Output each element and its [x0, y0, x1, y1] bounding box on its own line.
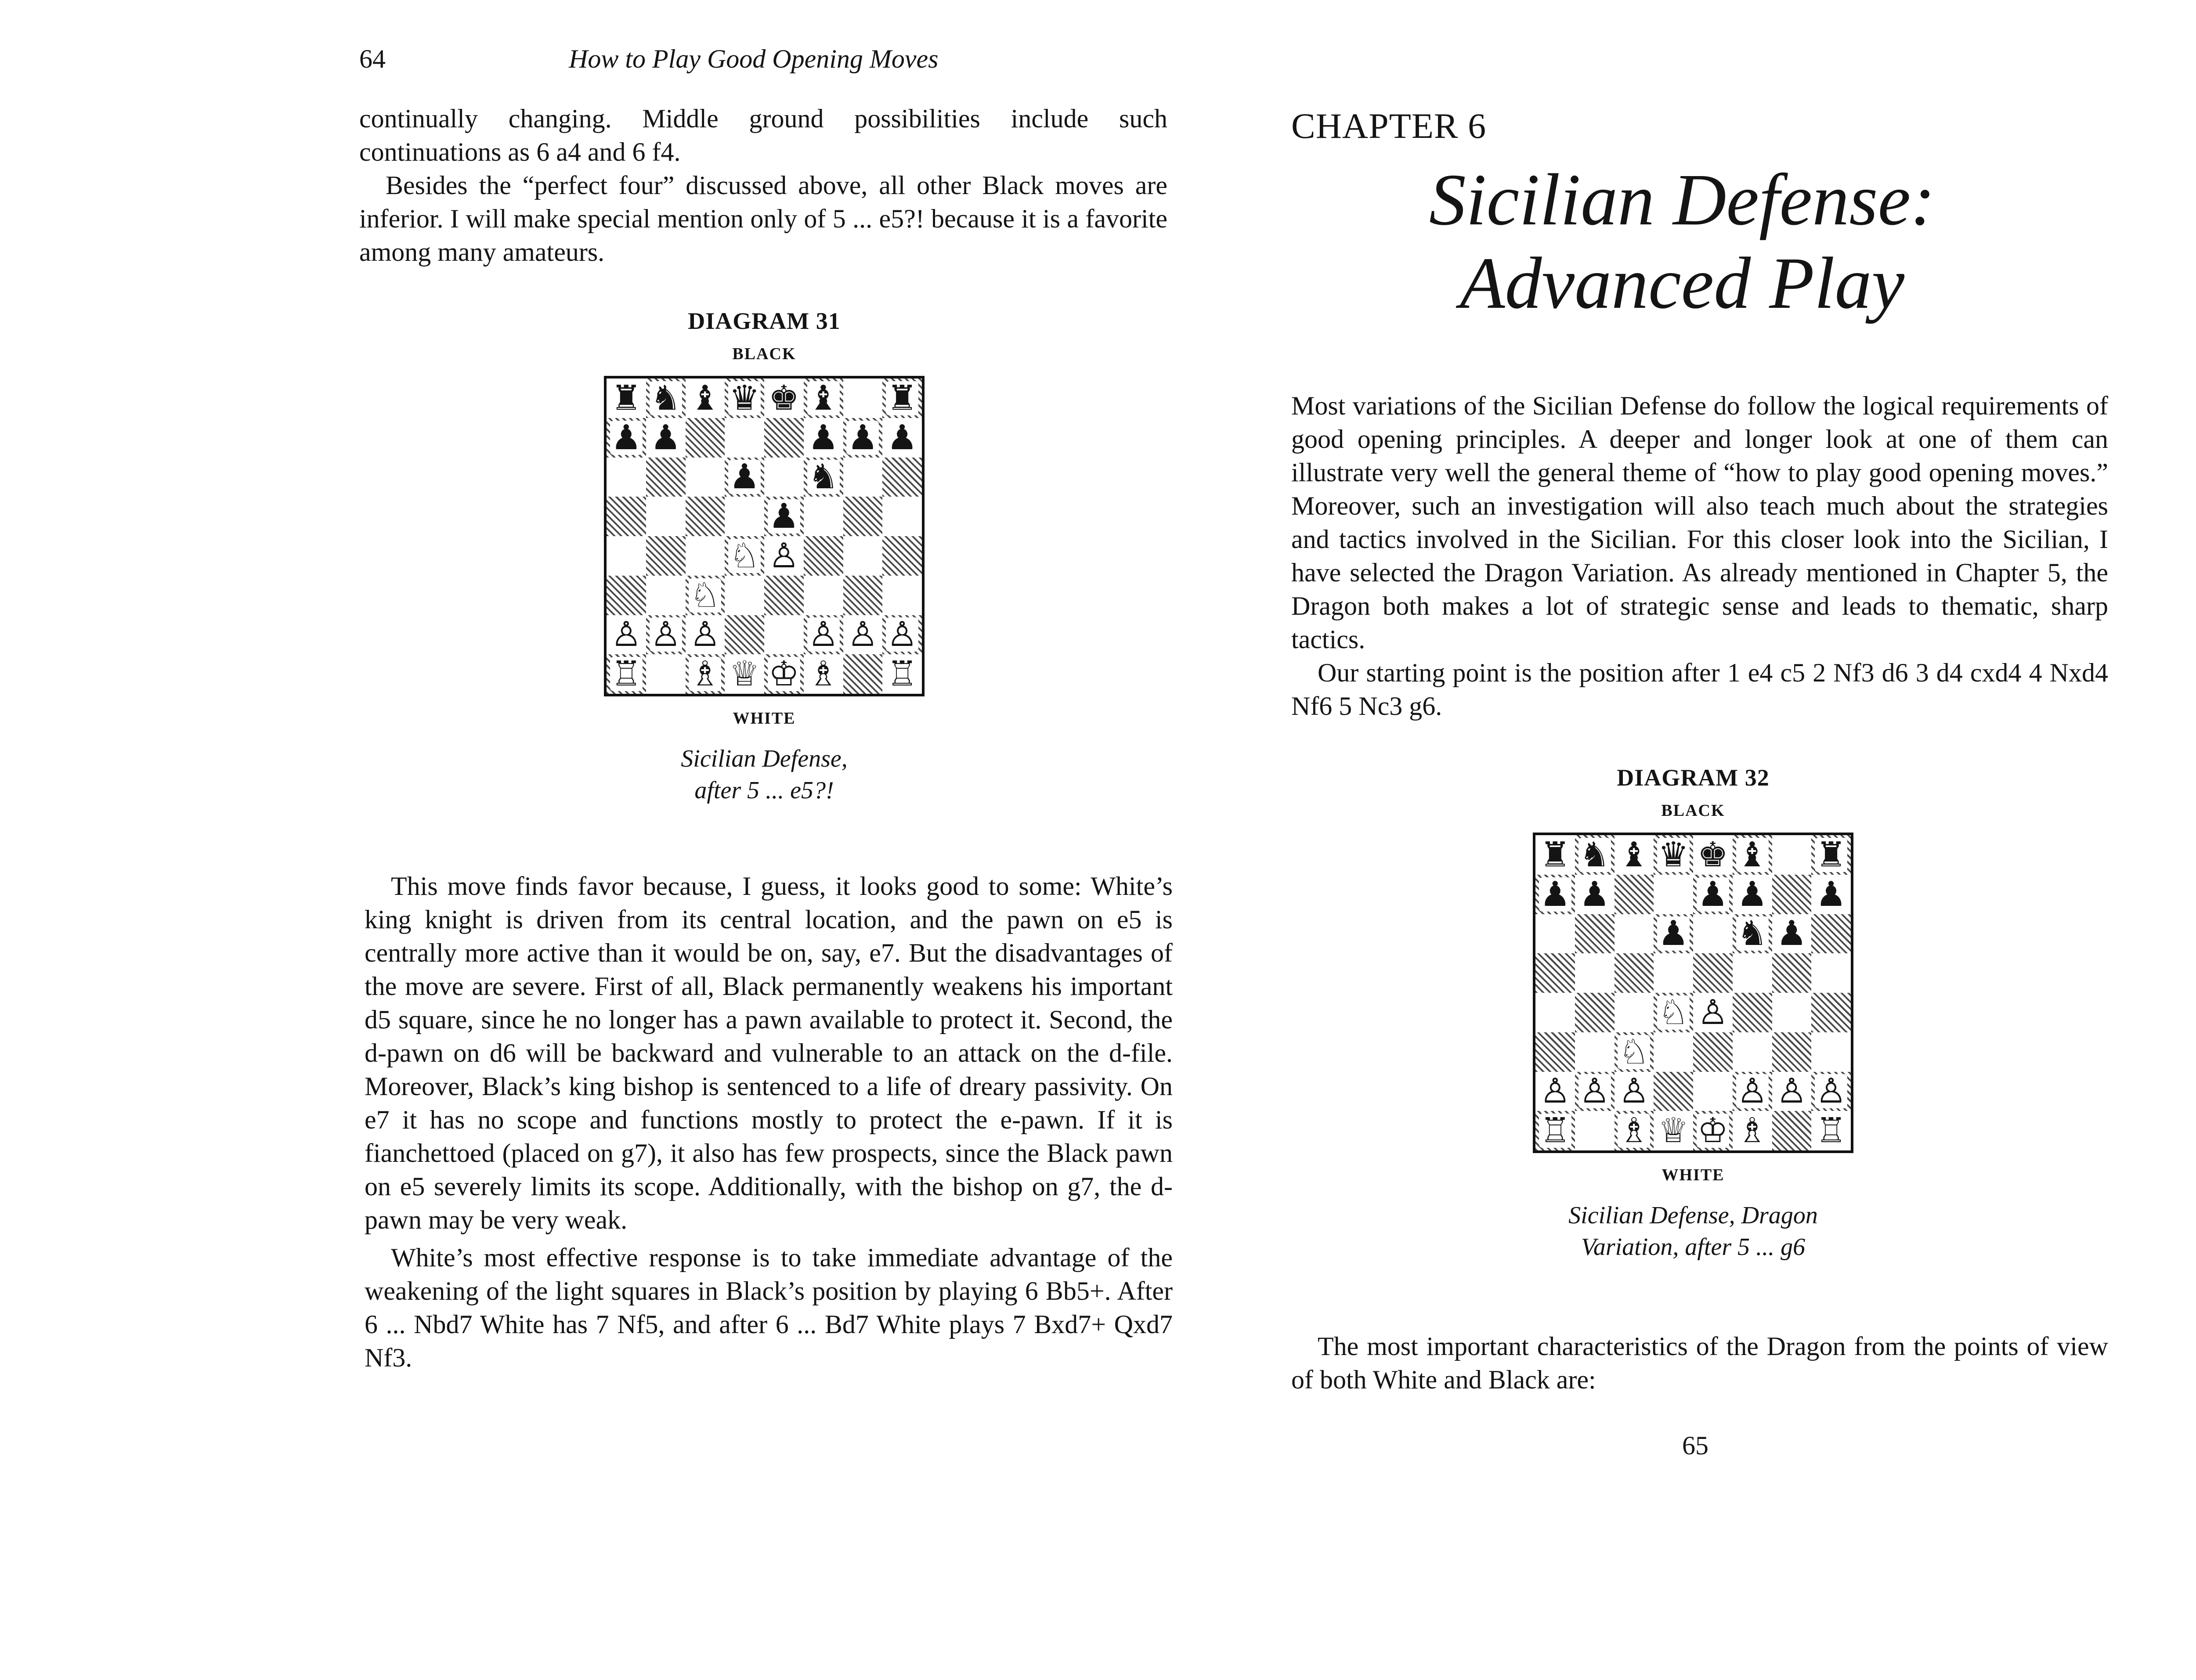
square-b7: [646, 418, 686, 458]
intro-text: [359, 102, 1167, 269]
square-c5: [686, 497, 725, 536]
square-f5: [804, 497, 843, 536]
square-b8: [1575, 835, 1614, 875]
square-b7: [1575, 875, 1614, 914]
chess-piece: ♜: [1539, 835, 1571, 875]
chess-piece: ♖: [1816, 1111, 1847, 1151]
body-text: [365, 869, 1173, 1374]
square-a8: [1535, 835, 1575, 875]
chess-piece: ♔: [1697, 1111, 1728, 1151]
chess-piece: ♖: [1539, 1111, 1571, 1151]
square-c2: [1614, 1072, 1654, 1111]
chess-piece: ♗: [1737, 1111, 1768, 1151]
square-h2: [1811, 1072, 1851, 1111]
square-g1: [1772, 1111, 1812, 1150]
square-g5: [843, 497, 883, 536]
square-h1: [1811, 1111, 1851, 1150]
square-f4: [1733, 993, 1772, 1032]
chess-piece: ♜: [1816, 835, 1847, 875]
diagram-title: DIAGRAM 31: [688, 308, 841, 334]
chess-piece: ♞: [650, 378, 681, 418]
chess-piece: ♞: [1737, 914, 1768, 954]
square-f5: [1733, 953, 1772, 993]
chess-piece: ♞: [808, 457, 839, 497]
square-c8: [686, 379, 725, 418]
square-c7: [1614, 875, 1654, 914]
square-c2: [686, 615, 725, 655]
square-d3: [725, 576, 764, 615]
chess-piece: ♟: [768, 497, 799, 537]
square-d6: [1654, 914, 1693, 954]
square-b3: [646, 576, 686, 615]
square-g8: [1772, 835, 1812, 875]
page-number: 64: [359, 44, 386, 73]
chess-piece: ♟: [1697, 874, 1728, 914]
square-d7: [1654, 875, 1693, 914]
square-f3: [1733, 1032, 1772, 1072]
square-f8: [1733, 835, 1772, 875]
chapter-title-line: Sicilian Defense:: [1429, 159, 1936, 241]
square-b5: [646, 497, 686, 536]
chess-piece: ♗: [808, 654, 839, 694]
square-f7: [1733, 875, 1772, 914]
chess-piece: ♗: [690, 654, 721, 694]
diagram-caption: [604, 743, 925, 806]
caption-line: Variation, after 5 ... g6: [1581, 1233, 1806, 1261]
square-g7: [843, 418, 883, 458]
chess-piece: ♟: [1579, 874, 1610, 914]
intro-text: [1291, 389, 2108, 723]
square-e6: [764, 458, 804, 497]
chess-piece: ♙: [1579, 1071, 1610, 1111]
closing-text: [1291, 1330, 2108, 1396]
square-d5: [1654, 953, 1693, 993]
chess-piece: ♙: [1618, 1071, 1650, 1111]
chess-piece: ♙: [847, 615, 878, 655]
square-f8: [804, 379, 843, 418]
chapter-title-line: Advanced Play: [1459, 242, 1905, 324]
square-f6: [1733, 914, 1772, 954]
square-d8: [1654, 835, 1693, 875]
square-a2: [1535, 1072, 1575, 1111]
square-d7: [725, 418, 764, 458]
square-e3: [1693, 1032, 1733, 1072]
square-b1: [1575, 1111, 1614, 1150]
chess-piece: ♙: [610, 615, 642, 655]
square-e3: [764, 576, 804, 615]
square-d6: [725, 458, 764, 497]
square-b8: [646, 379, 686, 418]
square-a4: [607, 536, 646, 576]
chess-piece: ♚: [1697, 835, 1728, 875]
chess-piece: ♟: [1737, 874, 1768, 914]
square-a5: [607, 497, 646, 536]
black-side-label: BLACK: [1661, 801, 1725, 820]
square-h5: [882, 497, 922, 536]
square-a7: [607, 418, 646, 458]
square-a6: [1535, 914, 1575, 954]
square-f1: [1733, 1111, 1772, 1150]
white-side-label: WHITE: [1661, 1166, 1725, 1184]
square-e4: [1693, 993, 1733, 1032]
square-e2: [1693, 1072, 1733, 1111]
square-b2: [1575, 1072, 1614, 1111]
square-h8: [882, 379, 922, 418]
square-c6: [686, 458, 725, 497]
chess-piece: ♜: [610, 378, 642, 418]
square-h7: [1811, 875, 1851, 914]
square-a5: [1535, 953, 1575, 993]
chess-piece: ♔: [768, 654, 799, 694]
chess-piece: ♙: [887, 615, 918, 655]
chess-piece: ♕: [1658, 1111, 1689, 1151]
square-b4: [646, 536, 686, 576]
square-e7: [764, 418, 804, 458]
chess-piece: ♙: [1539, 1071, 1571, 1111]
square-g2: [1772, 1072, 1812, 1111]
square-g6: [1772, 914, 1812, 954]
page-number: 65: [1682, 1431, 1708, 1460]
square-h6: [1811, 914, 1851, 954]
chess-piece: ♘: [690, 575, 721, 615]
square-f2: [1733, 1072, 1772, 1111]
chess-piece: ♟: [650, 418, 681, 458]
chess-piece: ♙: [808, 615, 839, 655]
chess-piece: ♝: [690, 378, 721, 418]
square-d3: [1654, 1032, 1693, 1072]
square-h3: [1811, 1032, 1851, 1072]
chess-piece: ♛: [1658, 835, 1689, 875]
chess-piece: ♙: [1816, 1071, 1847, 1111]
paragraph: This move finds favor because, I guess, it looks good to some: White’s king knight is driven from its central location, and the pawn on e5 is centrally more active than it would be on, say, e7. But the disadvantages of the move are severe. First of all, Black permanently weakens his important d5 square, since he no longer has a pawn available to protect it. Second, the d-pawn on d6 will be backward and vulnerable to an attack on the d-file. Moreover, Black’s king bishop is sentenced to a life of dreary passivity. On e7 it has no scope and functions mostly to protect the e-pawn. If it is fianchettoed (placed on g7), it also has few prospects, since the Black pawn on e5 severely limits its scope. Additionally, with the bishop on g7, the d-pawn may be very weak.: [365, 872, 1173, 1234]
chess-piece: ♙: [768, 536, 799, 576]
square-h1: [882, 654, 922, 694]
square-g1: [843, 654, 883, 694]
caption-line: after 5 ... e5?!: [694, 777, 834, 804]
chess-piece: ♟: [1816, 874, 1847, 914]
right-page: [1151, 0, 2196, 1680]
chess-piece: ♟: [847, 418, 878, 458]
square-c4: [1614, 993, 1654, 1032]
square-e2: [764, 615, 804, 655]
square-f6: [804, 458, 843, 497]
square-d4: [725, 536, 764, 576]
square-c7: [686, 418, 725, 458]
square-d5: [725, 497, 764, 536]
square-g4: [1772, 993, 1812, 1032]
chess-piece: ♟: [887, 418, 918, 458]
chess-piece: ♙: [1737, 1071, 1768, 1111]
chess-board: [1533, 833, 1853, 1153]
square-h6: [882, 458, 922, 497]
square-f1: [804, 654, 843, 694]
square-d2: [1654, 1072, 1693, 1111]
square-c4: [686, 536, 725, 576]
square-g3: [843, 576, 883, 615]
square-b6: [646, 458, 686, 497]
square-c1: [1614, 1111, 1654, 1150]
square-b4: [1575, 993, 1614, 1032]
square-d1: [1654, 1111, 1693, 1150]
square-b6: [1575, 914, 1614, 954]
square-h7: [882, 418, 922, 458]
square-a3: [607, 576, 646, 615]
chess-piece: ♟: [729, 457, 760, 497]
chess-piece: ♗: [1618, 1111, 1650, 1151]
chess-piece: ♟: [1658, 914, 1689, 954]
chess-piece: ♕: [729, 654, 760, 694]
square-d4: [1654, 993, 1693, 1032]
square-g3: [1772, 1032, 1812, 1072]
paragraph: The most important characteristics of the Dragon from the points of view of both White and Black are:: [1291, 1332, 2108, 1394]
chess-piece: ♜: [887, 378, 918, 418]
square-f3: [804, 576, 843, 615]
square-h4: [882, 536, 922, 576]
square-e1: [1693, 1111, 1733, 1150]
square-e5: [1693, 953, 1733, 993]
diagram-caption: [1533, 1200, 1853, 1263]
square-c5: [1614, 953, 1654, 993]
caption-line: Sicilian Defense, Dragon: [1568, 1202, 1818, 1229]
square-c1: [686, 654, 725, 694]
square-g6: [843, 458, 883, 497]
chess-piece: ♙: [1697, 992, 1728, 1032]
square-e7: [1693, 875, 1733, 914]
square-h2: [882, 615, 922, 655]
chess-piece: ♛: [729, 378, 760, 418]
running-title: How to Play Good Opening Moves: [569, 44, 939, 73]
chess-piece: ♘: [1658, 992, 1689, 1032]
square-h5: [1811, 953, 1851, 993]
square-e8: [1693, 835, 1733, 875]
chess-piece: ♞: [1579, 835, 1610, 875]
paragraph: White’s most effective response is to take immediate advantage of the weakening of the light squares in Black’s position by playing 6 Bb5+. After 6 ... Nbd7 White has 7 Nf5, and after 6 ... Bd7 White plays 7 Bxd7+ Qxd7 Nf3.: [365, 1243, 1173, 1372]
square-g5: [1772, 953, 1812, 993]
chess-piece: ♟: [808, 418, 839, 458]
diagram-31: [604, 307, 925, 806]
square-e6: [1693, 914, 1733, 954]
diagram-32: [1533, 764, 1853, 1263]
square-e4: [764, 536, 804, 576]
square-b2: [646, 615, 686, 655]
square-d2: [725, 615, 764, 655]
square-h3: [882, 576, 922, 615]
chess-piece: ♘: [1618, 1032, 1650, 1072]
paragraph: continually changing. Middle ground possibilities include such continuations as 6 a4 and 6 f4.: [359, 104, 1167, 166]
square-c6: [1614, 914, 1654, 954]
chapter-label: CHAPTER 6: [1291, 106, 1487, 146]
square-a2: [607, 615, 646, 655]
square-e1: [764, 654, 804, 694]
chess-piece: ♟: [1539, 874, 1571, 914]
paragraph: Most variations of the Sicilian Defense do follow the logical requirements of good opening principles. A deeper and longer look at one of them can illustrate very well the general theme of “how to play good opening moves.” Moreover, such an investigation will also teach much about the strategies and tactics involved in the Sicilian. For this closer look into the Sicilian, I have selected the Dragon Variation. As already mentioned in Chapter 5, the Dragon both makes a lot of strategic sense and leads to thematic, sharp tactics.: [1291, 391, 2108, 654]
chess-piece: ♝: [808, 378, 839, 418]
square-c3: [686, 576, 725, 615]
square-f7: [804, 418, 843, 458]
square-h8: [1811, 835, 1851, 875]
chess-piece: ♙: [690, 615, 721, 655]
square-a8: [607, 379, 646, 418]
chess-piece: ♖: [887, 654, 918, 694]
chess-piece: ♝: [1618, 835, 1650, 875]
square-a3: [1535, 1032, 1575, 1072]
chess-piece: ♚: [768, 378, 799, 418]
diagram-title: DIAGRAM 32: [1617, 764, 1770, 791]
square-b1: [646, 654, 686, 694]
square-a7: [1535, 875, 1575, 914]
chess-piece: ♖: [610, 654, 642, 694]
square-f2: [804, 615, 843, 655]
square-f4: [804, 536, 843, 576]
square-g7: [1772, 875, 1812, 914]
square-d1: [725, 654, 764, 694]
square-a4: [1535, 993, 1575, 1032]
square-e5: [764, 497, 804, 536]
chess-piece: ♟: [610, 418, 642, 458]
black-side-label: BLACK: [732, 345, 796, 363]
square-g8: [843, 379, 883, 418]
square-g2: [843, 615, 883, 655]
chess-piece: ♙: [650, 615, 681, 655]
square-e8: [764, 379, 804, 418]
caption-line: Sicilian Defense,: [681, 745, 848, 772]
paragraph: Our starting point is the position after 1 e4 c5 2 Nf3 d6 3 d4 cxd4 4 Nxd4 Nf6 5 Nc3 g6.: [1291, 658, 2108, 721]
square-h4: [1811, 993, 1851, 1032]
chess-board: [604, 376, 925, 696]
paragraph: Besides the “perfect four” discussed above, all other Black moves are inferior. I will make special mention only of 5 ... e5?! because it is a favorite among many amateurs.: [359, 171, 1167, 267]
chess-piece: ♝: [1737, 835, 1768, 875]
square-b3: [1575, 1032, 1614, 1072]
square-g4: [843, 536, 883, 576]
square-d8: [725, 379, 764, 418]
square-a6: [607, 458, 646, 497]
chess-piece: ♘: [729, 536, 760, 576]
chapter-title: [1397, 158, 1968, 325]
chess-piece: ♟: [1776, 914, 1807, 954]
square-a1: [1535, 1111, 1575, 1150]
white-side-label: WHITE: [733, 709, 796, 728]
square-b5: [1575, 953, 1614, 993]
chess-piece: ♙: [1776, 1071, 1807, 1111]
square-c8: [1614, 835, 1654, 875]
square-c3: [1614, 1032, 1654, 1072]
square-a1: [607, 654, 646, 694]
